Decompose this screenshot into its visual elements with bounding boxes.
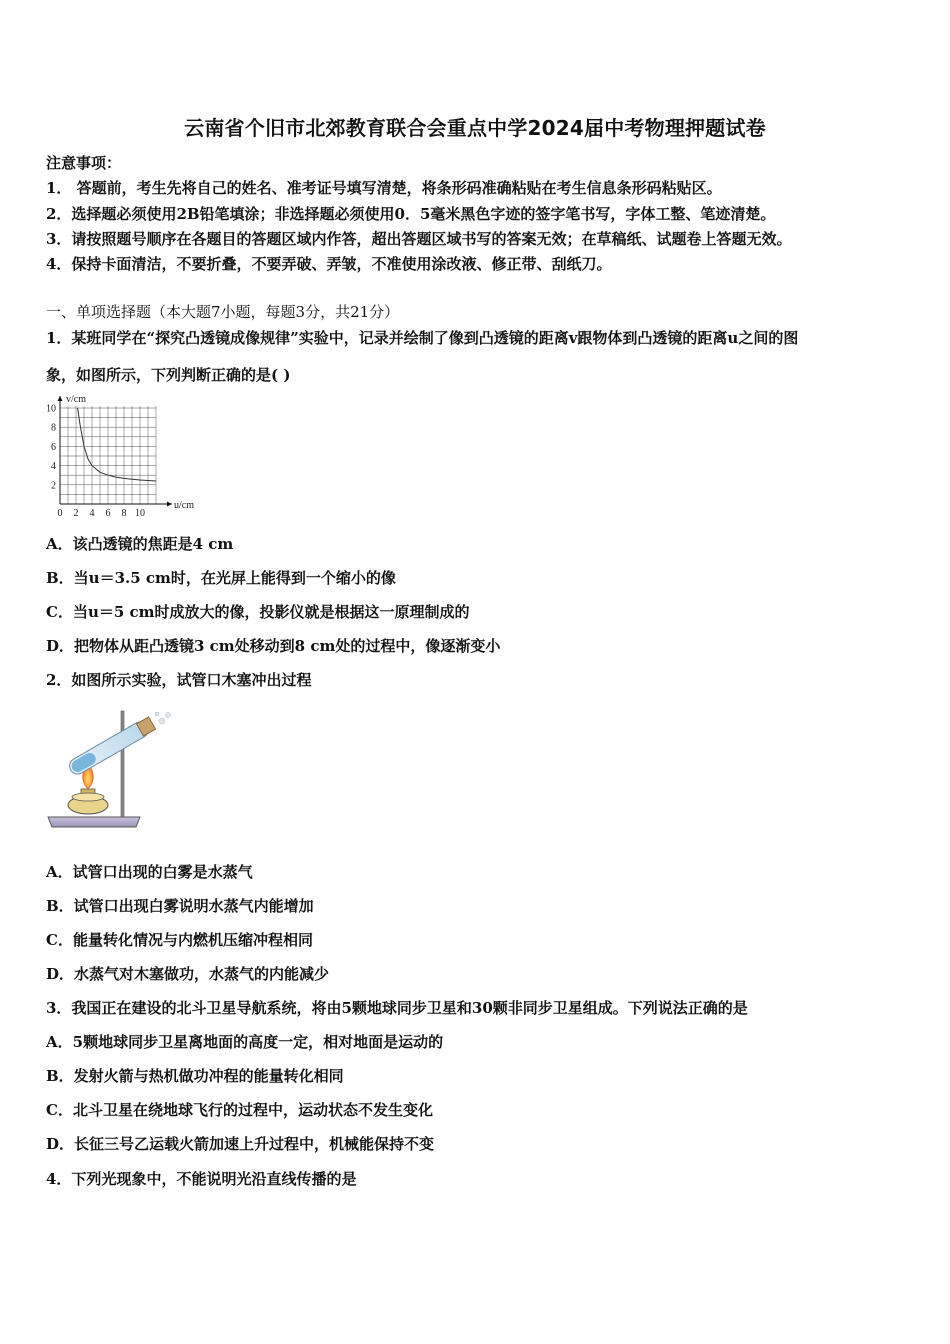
x-tick-label: 4 (89, 508, 95, 519)
q1-option-b: B．当u＝3.5 cm时，在光屏上能得到一个缩小的像 (46, 569, 396, 587)
q1-stem-line1: 1．某班同学在“探究凸透镜成像规律”实验中，记录并绘制了像到凸透镜的距离v跟物体到凸透镜的距离u之间的图 (46, 329, 799, 347)
q1-option-a: A．该凸透镜的焦距是4 cm (46, 535, 234, 553)
q2-stem: 2．如图所示实验，试管口木塞冲出过程 (46, 671, 312, 689)
graph-axes (58, 396, 173, 507)
x-tick-label: 0 (57, 508, 63, 519)
q2-option-d: D．水蒸气对木塞做功，水蒸气的内能减少 (46, 965, 330, 983)
y-tick-label: 2 (51, 480, 56, 492)
y-tick-label: 8 (51, 422, 56, 434)
notice-item: 3．请按照题号顺序在各题目的答题区域内作答，超出答题区域书写的答案无效；在草稿纸、试题卷上答题无效。 (46, 230, 792, 248)
page-title: 云南省个旧市北郊教育联合会重点中学2024届中考物理押题试卷 (184, 116, 766, 140)
q3-option-c: C．北斗卫星在绕地球飞行的过程中，运动状态不发生变化 (46, 1101, 433, 1119)
graph-ticks (46, 404, 145, 520)
x-axis-label: u/cm (174, 500, 194, 511)
y-tick-label: 10 (46, 403, 56, 415)
q2-option-c: C．能量转化情况与内燃机压缩冲程相同 (46, 931, 313, 949)
q4-stem: 4．下列光现象中，不能说明光沿直线传播的是 (46, 1170, 357, 1188)
notice-heading: 注意事项： (46, 154, 122, 172)
x-tick-label: 8 (121, 508, 127, 519)
q1-stem-line2: 象，如图所示，下列判断正确的是( ) (46, 366, 291, 384)
test-tube-apparatus-image (44, 705, 174, 833)
q2-option-a: A．试管口出现的白雾是水蒸气 (46, 863, 253, 881)
q1-option-d: D．把物体从距凸透镜3 cm处移动到8 cm处的过程中，像逐渐变小 (46, 637, 501, 655)
q1-option-c: C．当u＝5 cm时成放大的像，投影仪就是根据这一原理制成的 (46, 603, 470, 621)
notice-item: 2．选择题必须使用2B铅笔填涂；非选择题必须使用0．5毫米黑色字迹的签字笔书写，字体工整、笔迹清楚。 (46, 205, 776, 223)
y-tick-label: 6 (51, 441, 56, 453)
section-heading: 一、单项选择题（本大题7小题，每题3分，共21分） (46, 303, 400, 321)
q3-option-d: D．长征三号乙运载火箭加速上升过程中，机械能保持不变 (46, 1135, 435, 1153)
x-axis-arrow (167, 502, 172, 507)
q2-option-b: B．试管口出现白雾说明水蒸气内能增加 (46, 897, 314, 915)
x-tick-label: 10 (135, 508, 145, 519)
y-axis-label: v/cm (66, 394, 86, 405)
x-tick-label: 2 (73, 508, 79, 519)
graph-grid (60, 406, 156, 504)
y-tick-label: 4 (51, 461, 56, 473)
x-tick-label: 6 (105, 508, 111, 519)
graph-curve (78, 408, 156, 481)
q3-option-b: B．发射火箭与热机做功冲程的能量转化相同 (46, 1067, 344, 1085)
q3-stem: 3．我国正在建设的北斗卫星导航系统，将由5颗地球同步卫星和30颗非同步卫星组成。下列说法正确的是 (46, 999, 748, 1017)
notice-item: 4．保持卡面清洁，不要折叠，不要弄破、弄皱，不准使用涂改液、修正带、刮纸刀。 (46, 255, 612, 273)
y-axis-arrow (58, 396, 63, 401)
vu-graph (40, 392, 200, 522)
notice-item: 1． 答题前，考生先将自己的姓名、准考证号填写清楚，将条形码准确粘贴在考生信息条形码粘贴区。 (46, 179, 722, 197)
q3-option-a: A．5颗地球同步卫星离地面的高度一定，相对地面是运动的 (46, 1033, 444, 1051)
